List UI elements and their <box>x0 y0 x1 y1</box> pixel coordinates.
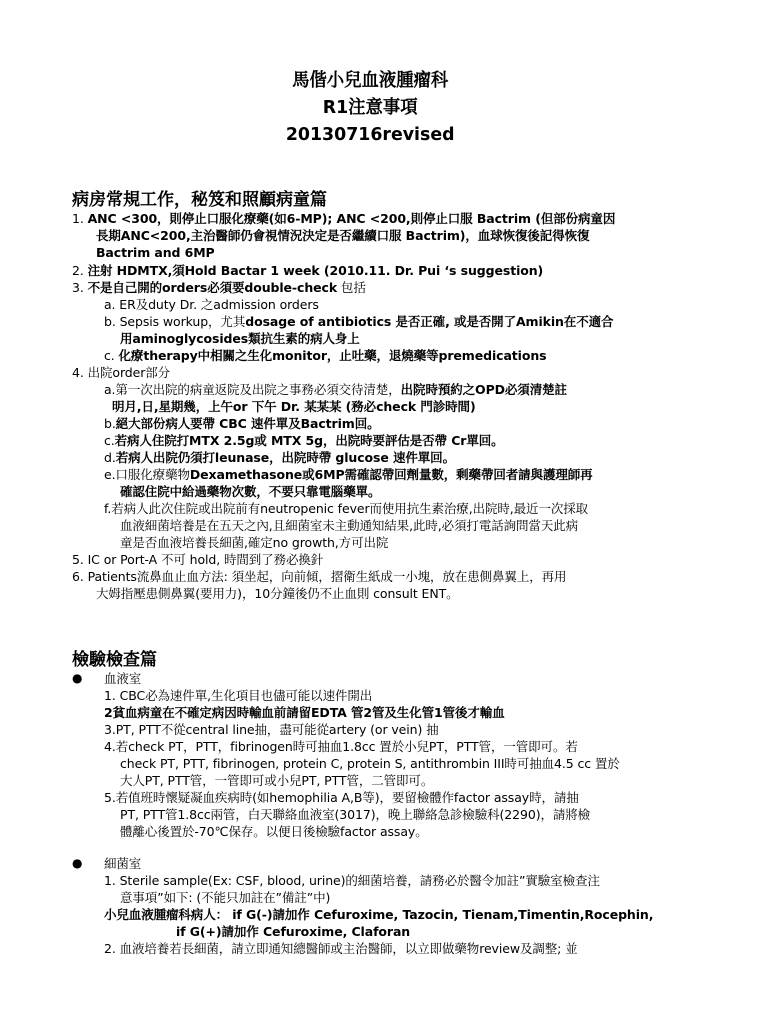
lab-bact-item-1-cont: 意事項”如下: (不能只加註在”備註”中) <box>120 890 331 905</box>
list-item-4c: c.若病人住院打MTX 2.5g或 MTX 5g，出院時要評估是否帶 Cr單回。 <box>104 433 504 448</box>
list-item-3a: a. ER及duty Dr. 之admission orders <box>104 297 319 312</box>
list-item-6: 6. Patients流鼻血止血方法: 須坐起，向前傾，摺衛生紙成一小塊，放在患側鼻翼上，再用 <box>72 569 567 584</box>
bullet-icon: ● <box>72 671 83 685</box>
doc-title-r1-notes: R1注意事項 <box>322 97 418 118</box>
list-item-4a: a.第一次出院的病童返院及出院之事務必須交待清楚，出院時預約之OPD必須清楚註 <box>104 382 567 397</box>
section-heading-ward: 病房常規工作，秘笈和照顧病童篇 <box>72 190 327 210</box>
list-item-2: 2. 注射 HDMTX,須Hold Bactar 1 week (2010.11. Dr. Pui ‘s suggestion) <box>72 263 544 278</box>
lab-bact-item-1-rule-cont: if G(+)請加作 Cefuroxime, Claforan <box>176 924 411 939</box>
list-item-1-cont: 長期ANC<200,主治醫師仍會視情況決定是否繼續口服 Bactrim)，血球恢復後記得恢復 <box>96 228 590 243</box>
list-item-3b-cont: 用aminoglycosides類抗生素的病人身上 <box>120 331 360 346</box>
list-item-4e-cont: 確認住院中給過藥物次數，不要只靠電腦藥單。 <box>120 484 381 499</box>
bullet-icon: ● <box>72 856 83 870</box>
doc-title-revision: 20130716revised <box>285 124 455 145</box>
list-item-4e: e.口服化療藥物Dexamethasone或6MP需確認帶回劑量數，剩藥帶回者請與護理師再 <box>104 467 593 482</box>
list-item-1: 1. ANC <300，則停止口服化療藥(如6-MP); ANC <200,則停止口服 Bactrim (但部份病童因 <box>72 211 616 226</box>
lab-item-4-cont2: 大人PT, PTT管，一管即可或小兒PT, PTT管，二管即可。 <box>120 773 434 788</box>
section-heading-lab: 檢驗檢查篇 <box>72 650 157 670</box>
list-item-1-cont2: Bactrim and 6MP <box>96 245 215 260</box>
list-item-4a-cont: 明月,日,星期幾，上午or 下午 Dr. 某某某 (務必check 門診時間) <box>112 399 476 414</box>
list-item-4: 4. 出院order部分 <box>72 365 171 380</box>
subsection-bacteria-room: 細菌室 <box>104 856 142 871</box>
list-item-5: 5. IC or Port-A 不可 hold, 時間到了務必換針 <box>72 552 324 567</box>
list-item-3c: c. 化療therapy中相關之生化monitor，止吐藥，退燒藥等premedications <box>104 348 547 363</box>
list-item-3b: b. Sepsis workup，尤其dosage of antibiotics 是否正確, 或是否開了Amikin在不適合 <box>104 314 614 329</box>
lab-bact-item-2: 2. 血液培養若長細菌，請立即通知總醫師或主治醫師，以立即做藥物review及調整; 並 <box>104 941 578 956</box>
list-item-4f: f.若病人此次住院或出院前有neutropenic fever而使用抗生素治療,出院時,最近一次採取 <box>104 501 589 516</box>
lab-bact-item-1-rule: 小兒血液腫瘤科病人： if G(-)請加作 Cefuroxime, Tazocin, Tienam,Timentin,Rocephin, <box>104 907 654 922</box>
lab-item-3: 3.PT, PTT不從central line抽，盡可能從artery (or vein) 抽 <box>104 722 439 737</box>
lab-item-5-cont2: 體離心後置於-70℃保存。以便日後檢驗factor assay。 <box>120 824 428 839</box>
list-item-4f-cont: 血液細菌培養是在五天之內,且細菌室未主動通知結果,此時,必須打電話詢問當天此病 <box>120 518 579 533</box>
list-item-4b: b.絕大部份病人要帶 CBC 速件單及Bactrim回。 <box>104 416 380 431</box>
lab-item-1: 1. CBC必為速件單,生化項目也儘可能以速件開出 <box>104 688 373 703</box>
lab-item-5: 5.若值班時懷疑凝血疾病時(如hemophilia A,B等)，要留檢體作factor assay時，請抽 <box>104 790 579 805</box>
list-item-3: 3. 不是自己開的orders必須要double-check 包括 <box>72 280 366 295</box>
lab-item-4: 4.若check PT，PTT，fibrinogen時可抽血1.8cc 置於小兒PT，PTT管，一管即可。若 <box>104 739 578 754</box>
lab-item-5-cont: PT, PTT管1.8cc兩管，白天聯絡血液室(3017)，晚上聯絡急診檢驗科(2290)，請將檢 <box>120 807 591 822</box>
list-item-6-cont: 大姆指壓患側鼻翼(要用力)，10分鐘後仍不止血則 consult ENT。 <box>96 586 459 601</box>
lab-item-4-cont: check PT, PTT, fibrinogen, protein C, protein S, antithrombin III時可抽血4.5 cc 置於 <box>120 756 620 771</box>
lab-item-2: 2貧血病童在不確定病因時輸血前請留EDTA 管2管及生化管1管後才輸血 <box>104 705 505 720</box>
list-item-4f-cont2: 童是否血液培養長細菌,確定no growth,方可出院 <box>120 535 389 550</box>
subsection-blood-room: 血液室 <box>104 671 142 686</box>
doc-title-department: 馬偕小兒血液腫瘤科 <box>292 70 449 91</box>
lab-bact-item-1: 1. Sterile sample(Ex: CSF, blood, urine)的細菌培養，請務必於醫令加註”實驗室檢查注 <box>104 873 600 888</box>
list-item-4d: d.若病人出院仍須打leunase，出院時帶 glucose 速件單回。 <box>104 450 455 465</box>
